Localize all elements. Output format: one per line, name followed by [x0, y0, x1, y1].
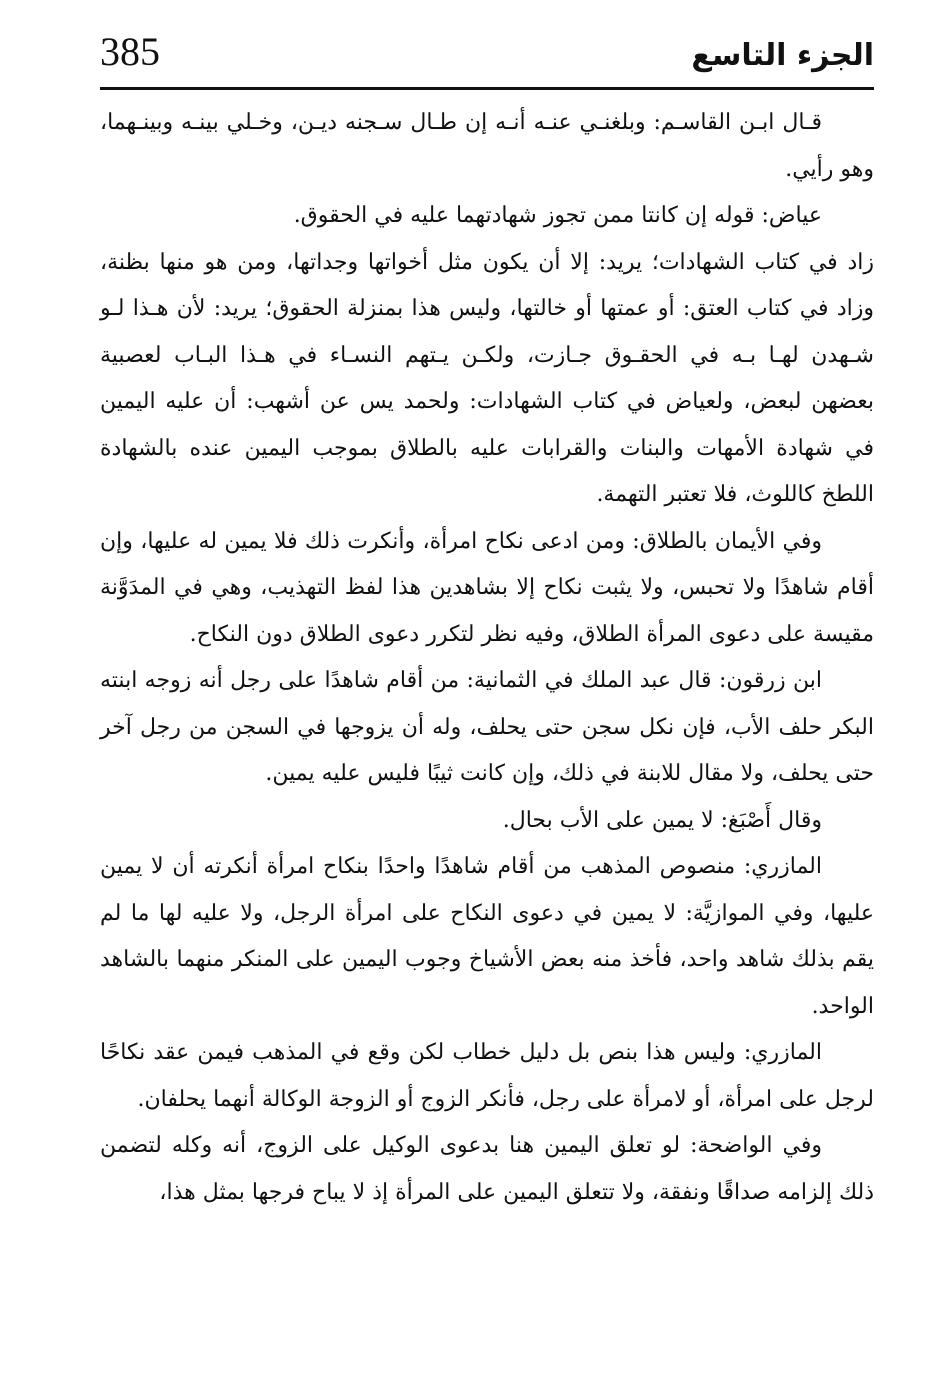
- header-divider: [100, 87, 874, 90]
- paragraph-al-mazari-2: المازري: وليس هذا بنص بل دليل خطاب لكن وقع في المذهب فيمن عقد نكاحًا لرجل على امرأة، أو لامرأة على رجل، فأنكر الزوج أو الزوجة الوكالة أنهما يحلفان.: [100, 1040, 874, 1112]
- paragraph-asbagh: وقال أَصْبَغ: لا يمين على الأب بحال.: [502, 807, 822, 833]
- paragraph-iyad: عياض: قوله إن كانتا ممن تجوز شهادتهما عليه في الحقوق.: [293, 203, 822, 228]
- paragraph-al-wadiha: وفي الواضحة: لو تعلق اليمين هنا بدعوى الوكيل على الزوج، أنه وكله لتضمن ذلك إلزامه صداقًا ونفقة، ولا تتعلق اليمين على المرأة إذ لا يباح فرجها بمثل هذا،: [100, 1133, 874, 1205]
- paragraph-kitab-al-shahadat: زاد في كتاب الشهادات؛ يريد: إلا أن يكون مثل أخواتها وجداتها، ومن هو منها بظنة، وزاد في كتاب العتق: أو عمتها أو خالتها، وليس هذا بمنزلة الحقوق؛ يريد: لأن هـذا لـو شـهدن لهـا بـه في الحقـوق جـازت، ولكـن يـتهم النسـاء في هـذا البـاب لعصبية بعضهن لبعض، ولعياض في كتاب الشهادات: ولحمد يس عن أشهب: أن عليه اليمين في شهادة الأمهات والبنات والقرابات عليه بالطلاق بموجب اليمين عنده بالشهادة اللطخ كاللوث، فلا تعتبر التهمة.: [100, 249, 874, 507]
- paragraph-al-ayman-bil-talaq: وفي الأيمان بالطلاق: ومن ادعى نكاح امرأة، وأنكرت ذلك فلا يمين له عليها، وإن أقام شاهدًا ولا تحبس، ولا يثبت نكاح إلا بشاهدين هذا لفظ التهذيب، وهي في المدَوَّنة مقيسة على دعوى المرأة الطلاق، وفيه نظر لتكرر دعوى الطلاق دون النكاح.: [100, 528, 874, 647]
- running-title: الجزء التاسع: [691, 38, 874, 73]
- paragraph-ibn-al-qasim: قـال ابـن القاسـم: وبلغنـي عنـه أنـه إن طـال سـجنه ديـن، وخـلي بينـه وبينـهما، وهو رأيي.: [100, 110, 874, 182]
- page-header: [100, 30, 874, 88]
- paragraph-al-mazari-1: المازري: منصوص المذهب من أقام شاهدًا واحدًا بنكاح امرأة أنكرته أن لا يمين عليها، وفي الموازيَّة: لا يمين في دعوى النكاح على امرأة الرجل، ولا عليه لها ما لم يقم بذلك شاهد واحد، فأخذ منه بعض الأشياخ وجوب اليمين على المنكر منهما بالشاهد الواحد.: [100, 854, 874, 1019]
- page-number: 385: [100, 29, 160, 74]
- body-text: [100, 100, 874, 1216]
- paragraph-ibn-zarqun: ابن زرقون: قال عبد الملك في الثمانية: من أقام شاهدًا على رجل أنه زوجه ابنته البكر حلف الأب، فإن نكل سجن حتى يحلف، وله أن يزوجها في السجن من رجل آخر حتى يحلف، ولا مقال للابنة في ذلك، وإن كانت ثيبًا فليس عليه يمين.: [100, 668, 874, 786]
